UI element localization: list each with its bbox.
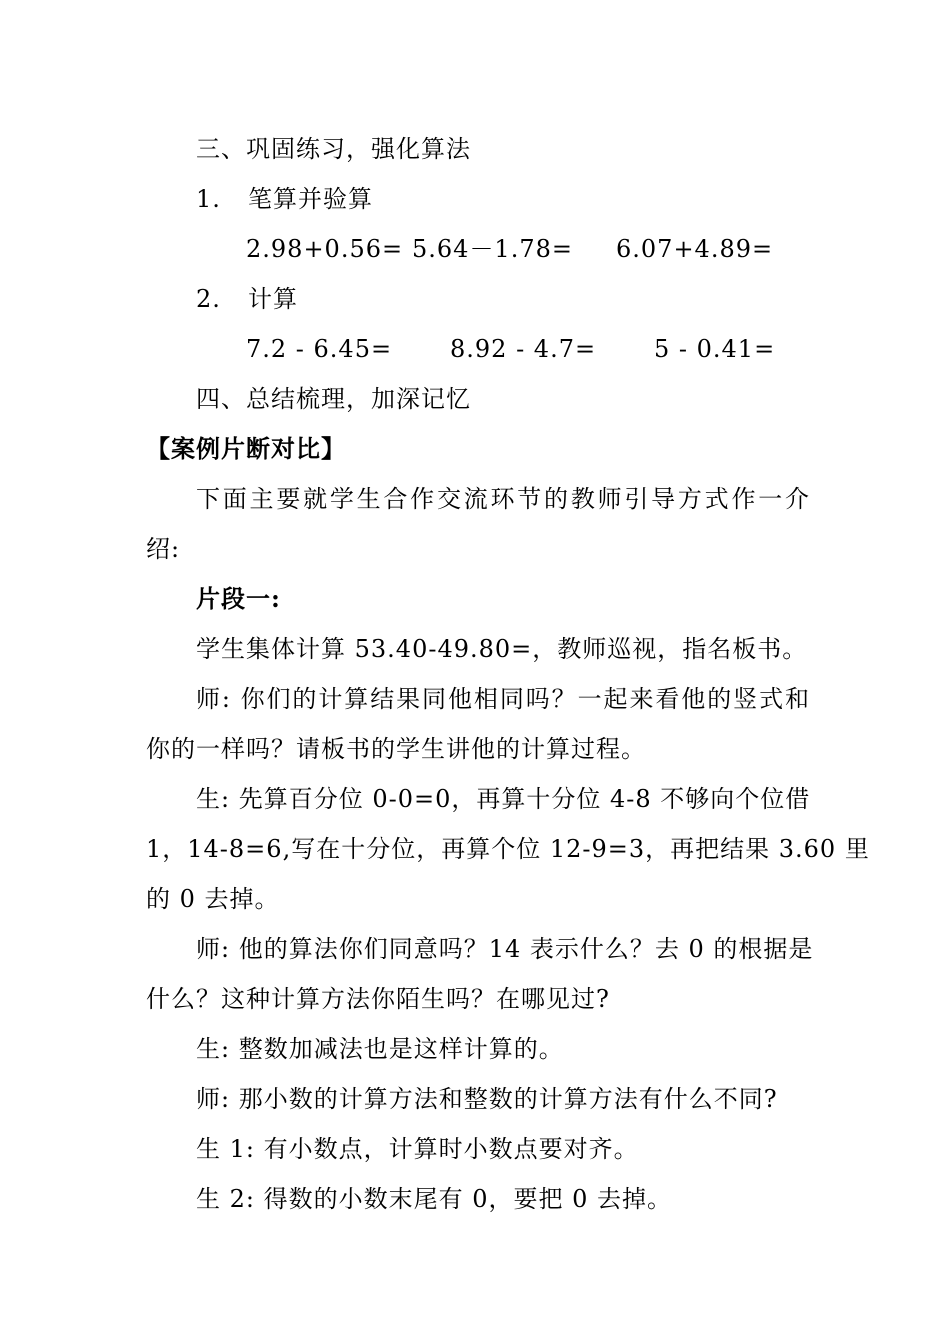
formula-6: 5 - 0.41= [654,335,776,363]
paragraph-8: 生 2: 得数的小数末尾有 0，要把 0 去掉。 [196,1185,673,1213]
paragraph-5: 生: 整数加减法也是这样计算的。 [196,1035,564,1063]
paragraph-4-line-1: 师: 他的算法你们同意吗？14 表示什么？去 0 的根据是 [196,935,814,963]
formula-2: 5.64－1.78= [412,235,573,263]
paragraph-1: 学生集体计算 53.40-49.80=，教师巡视，指名板书。 [196,635,808,663]
intro-line-2: 绍: [146,535,181,563]
paragraph-7: 生 1: 有小数点，计算时小数点要对齐。 [196,1135,639,1163]
paragraph-4-line-2: 什么？这种计算方法你陌生吗？在哪见过? [146,985,610,1013]
item2-label: 计算 [248,285,298,313]
paragraph-2-line-2: 你的一样吗？请板书的学生讲他的计算过程。 [146,735,646,763]
formula-3: 6.07+4.89= [616,235,774,263]
item2-number: 2. [196,285,221,313]
paragraph-6: 师: 那小数的计算方法和整数的计算方法有什么不同? [196,1085,778,1113]
intro-line-1: 下面主要就学生合作交流环节的教师引导方式作一介 [196,485,810,513]
formula-4: 7.2 - 6.45= [246,335,393,363]
paragraph-2-line-1: 师: 你们的计算结果同他相同吗？一起来看他的竖式和 [196,685,810,713]
paragraph-3-line-2: 1，14-8=6,写在十分位，再算个位 12-9=3，再把结果 3.60 里 [146,835,870,863]
item1-number: 1. [196,185,221,213]
formula-5: 8.92 - 4.7= [450,335,597,363]
segment-title: 片段一: [196,584,281,613]
paragraph-3-line-1: 生: 先算百分位 0-0=0，再算十分位 4-8 不够向个位借 [196,785,811,813]
case-title: 【案例片断对比】 [146,434,346,463]
section3-heading: 三、巩固练习，强化算法 [196,135,471,163]
paragraph-3-line-3: 的 0 去掉。 [146,885,280,913]
formula-1: 2.98+0.56= [246,235,404,263]
section4-heading: 四、总结梳理，加深记忆 [196,385,471,413]
item1-label: 笔算并验算 [248,185,373,213]
